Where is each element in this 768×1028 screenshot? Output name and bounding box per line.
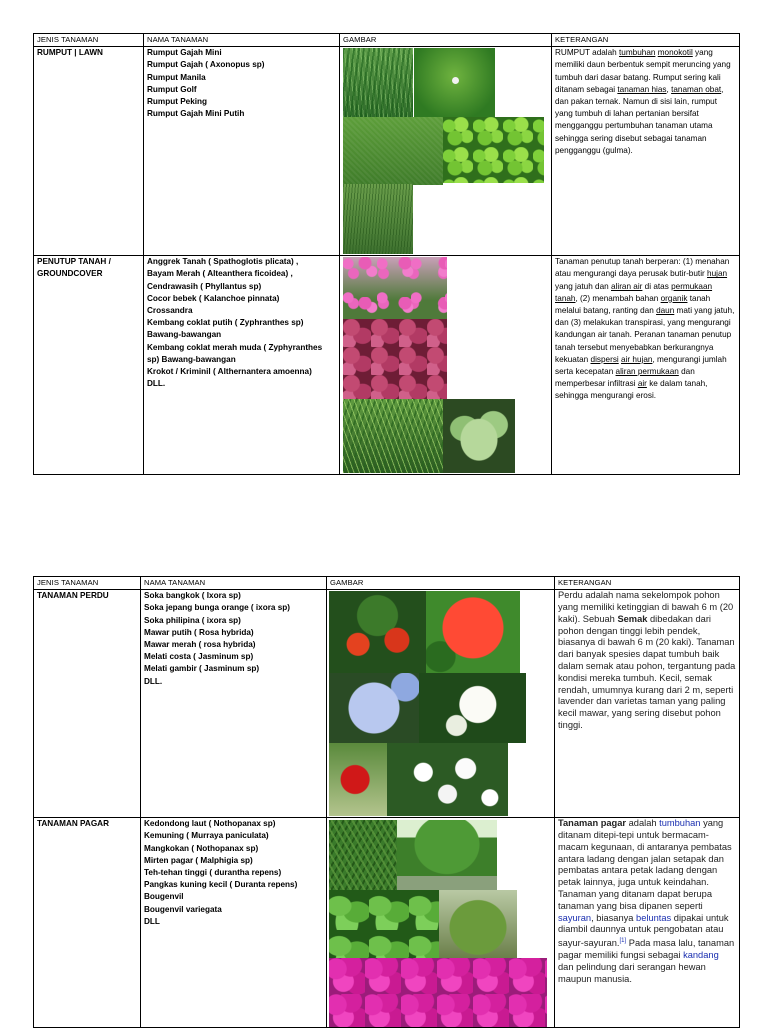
plant-name-item: Bougenvil variegata — [144, 904, 222, 914]
description-text: ke dalam tanah, sehingga mengurangi erosi. — [555, 379, 708, 401]
description-text: , biasanya — [591, 912, 637, 923]
bold-term: Tanaman pagar — [558, 818, 627, 829]
plant-name-item: Teh-tehan tinggi ( durantha repens) — [144, 868, 282, 878]
gambar-cell — [327, 590, 555, 818]
nama-list — [144, 256, 340, 475]
lawn-golf-ball-image — [414, 48, 495, 118]
header-jenis: JENIS TANAMAN — [34, 577, 141, 590]
plant-name-item: DLL. — [144, 676, 163, 686]
table-row-pagar — [34, 818, 740, 1028]
description-text: , — [666, 84, 672, 94]
plant-name-item: Kedondong laut ( Nothopanax sp) — [144, 819, 276, 829]
underlined-term: air — [637, 379, 647, 389]
underlined-term: tumbuhan — [619, 48, 656, 58]
tall-grass-image — [343, 48, 413, 118]
underlined-term: daun — [656, 306, 675, 316]
description-text: adalah — [626, 818, 660, 829]
pink-ground-orchids-image — [343, 257, 447, 319]
white-gardenia-image — [419, 673, 526, 743]
plant-name-item: Soka jepang bunga orange ( ixora sp) — [144, 603, 291, 613]
succulent-rosette-image — [443, 399, 515, 473]
plant-name-item: Rumput Gajah Mini Putih — [147, 109, 245, 119]
plant-name-item: Bayam Merah ( Alteanthera ficoidea) , — [147, 269, 293, 279]
underlined-term: organik — [660, 293, 688, 303]
description-text: tanah melalui batang, ranting dan — [555, 293, 711, 316]
header-keterangan: KETERANGAN — [552, 34, 740, 47]
image-gallery — [340, 256, 551, 474]
plant-name-item: Krokot / Kriminil ( Althernantera amoenna) — [147, 367, 312, 377]
image-gallery — [340, 47, 551, 255]
nama-list — [141, 590, 327, 818]
keterangan-cell — [552, 47, 740, 256]
plant-name-item: Melati costa ( Jasminum sp) — [144, 652, 254, 662]
description-text: RUMPUT adalah — [555, 48, 620, 58]
link-term[interactable]: kandang — [683, 950, 719, 961]
plant-name-item: Soka philipina ( ixora sp) — [144, 615, 241, 625]
plant-name-item: Rumput Manila — [147, 72, 206, 82]
table-row-groundcover — [34, 256, 740, 475]
table-header-row — [34, 577, 740, 590]
header-keterangan: KETERANGAN — [555, 577, 740, 590]
underlined-term: dispersi — [590, 354, 619, 364]
plant-name-item: Bawang-bawangan — [147, 330, 222, 340]
table-row-rumput — [34, 47, 740, 256]
plant-name-item: Bougenvil — [144, 892, 184, 902]
link-term[interactable]: [1] — [619, 938, 627, 945]
round-leaf-hedge-image — [329, 890, 439, 958]
description-text: di atas — [642, 281, 672, 291]
link-term[interactable]: tumbuhan — [659, 818, 701, 829]
plant-name-item: Kembang coklat merah muda ( Zyphyranthes sp) Bawang-bawangan — [147, 342, 323, 364]
keterangan-cell — [555, 590, 740, 818]
underlined-term: monokotil — [657, 48, 693, 58]
description-text: Tanaman penutup tanah berperan: (1) menahan atau mengurangi daya perusak butir-butir — [555, 257, 730, 279]
header-nama: NAMA TANAMAN — [141, 577, 327, 590]
description-text: dan memperbesar infiltrasi — [555, 367, 695, 389]
link-term[interactable]: sayuran — [558, 912, 592, 923]
topiary-shrubs-image — [439, 890, 517, 958]
nama-list — [144, 47, 340, 256]
plant-name-item: Crossandra — [147, 306, 193, 316]
spiky-groundcover-image — [343, 399, 443, 473]
plant-name-item: Cocor bebek ( Kalanchoe pinnata) — [147, 293, 280, 303]
keterangan-cell — [552, 256, 740, 475]
underlined-term: permukaan tanah — [555, 281, 713, 303]
link-term[interactable]: beluntas — [636, 912, 672, 923]
red-rose-image — [329, 743, 387, 816]
image-gallery — [327, 590, 554, 817]
description-text: Pada masa lalu, tanaman pagar memiliki fungsi sebagai — [558, 938, 735, 961]
description-text: dan pelindung dari serangan hewan maupun manusia. — [558, 961, 706, 984]
description-text: yang ditanam ditepi-tepi untuk bermacam-macam kegunaan, di antaranya pembatas antara ladang dengan jalan setapak dan pembatas antara petak ladang dengan petak lainnya, juga untuk keindahan. Tanaman yang ditanam dapat berupa tanaman yang bisa dipanen seperti — [558, 818, 732, 911]
plant-name-item: Rumput Gajah Mini — [147, 48, 222, 58]
plant-name-item: Kembang coklat putih ( Zyphranthes sp) — [147, 318, 304, 328]
gambar-cell — [340, 256, 552, 475]
plant-name-item: Mirten pagar ( Malphigia sp) — [144, 855, 253, 865]
jenis-cell: TANAMAN PERDU — [34, 590, 141, 818]
plant-name-item: Mawar merah ( rosa hybrida) — [144, 640, 256, 650]
description-text: Perdu adalah nama sekelompok pohon yang memiliki ketinggian di bawah 6 m (20 kaki). Sebuah — [558, 590, 734, 624]
plant-name-item: DLL — [144, 916, 160, 926]
plant-name-item: Rumput Golf — [147, 84, 197, 94]
underlined-term: hujan — [707, 269, 728, 279]
description-text: , dan pakan ternak. Namun di sisi lain, rumput yang tumbuh di lahan pertanian bersifat mengganggu pertumbuhan tanaman utama sehingga sering disebut sebagai tanaman pengganggu (gulma). — [555, 84, 724, 155]
blue-hydrangea-image — [329, 673, 419, 743]
plant-name-item: Anggrek Tanah ( Spathoglotis plicata) , — [147, 257, 299, 267]
plant-name-item: Mangkokan ( Nothopanax sp) — [144, 843, 259, 853]
red-leaf-groundcover-image — [343, 319, 447, 399]
underlined-term: aliran air — [611, 281, 643, 291]
description-text: mati yang jatuh, dan (3) melakukan transpirasi, yang mengurangi kandungan air tanah. Peranan tanaman penutup tanah tersebut menyebabkan berkurangnya kekuatan — [555, 306, 735, 364]
plant-name-item: Soka bangkok ( Ixora sp) — [144, 591, 241, 601]
plant-name-item: DLL. — [147, 379, 166, 389]
jenis-cell: RUMPUT | LAWN — [34, 47, 144, 256]
white-jasmine-image — [387, 743, 508, 816]
hedge-row-image — [397, 820, 497, 890]
keterangan-cell — [555, 818, 740, 1028]
underlined-term: tanaman hias — [617, 84, 667, 94]
dense-lawn-image — [343, 184, 413, 254]
underlined-term: aliran permukaan — [615, 367, 679, 377]
plant-table-1 — [33, 33, 740, 475]
jenis-cell: TANAMAN PAGAR — [34, 818, 141, 1028]
table-row-perdu — [34, 590, 740, 818]
description-text: yang jatuh dan — [555, 281, 611, 291]
plant-table-2 — [33, 576, 740, 1028]
table-header-row — [34, 34, 740, 47]
plant-name-item: Mawar putih ( Rosa hybrida) — [144, 627, 254, 637]
plant-name-item: Pangkas kuning kecil ( Duranta repens) — [144, 880, 298, 890]
header-nama: NAMA TANAMAN — [144, 34, 340, 47]
plant-name-item: Melati gambir ( Jasminum sp) — [144, 664, 260, 674]
image-gallery — [327, 818, 554, 1027]
plant-name-item: Cendrawasih ( Phyllantus sp) — [147, 281, 262, 291]
underlined-term: tanaman obat — [671, 84, 722, 94]
bougainvillea-hedge-image — [329, 958, 547, 1027]
nama-list — [141, 818, 327, 1028]
clover-groundcover-image — [443, 117, 544, 183]
header-gambar: GAMBAR — [340, 34, 552, 47]
description-text: dibedakan dari pohon dengan tinggi lebih pendek, biasanya di bawah 6 m (20 kaki). Tanaman dari banyak spesies dapat tumbuh baik dalam semak atau pohon, tergantung pada kondisi mereka tumbuh. Kecil, semak rendah, umumnya kurang dari 2 m, seperti lavender dan varietas taman yang paling kecil mawar, yang sering disebut pohon tinggi. — [558, 613, 736, 730]
plant-name-item: Kemuning ( Murraya paniculata) — [144, 831, 269, 841]
gambar-cell — [340, 47, 552, 256]
plant-name-item: Rumput Peking — [147, 97, 208, 107]
header-gambar: GAMBAR — [327, 577, 555, 590]
gambar-cell — [327, 818, 555, 1028]
description-text: , (2) menambah bahan — [575, 293, 661, 303]
description-text: yang memiliki daun berbentuk sempit meruncing yang tumbuh dari dasar batang. Rumput sering kali ditanam sebagai — [555, 48, 731, 94]
fern-leaves-image — [329, 820, 397, 890]
red-ixora-flower-image — [426, 591, 520, 673]
header-jenis: JENIS TANAMAN — [34, 34, 144, 47]
plant-name-item: Rumput Gajah ( Axonopus sp) — [147, 60, 265, 70]
description-text: dipakai untuk diambil daunnya untuk pengobatan atau sayur-sayuran. — [558, 912, 729, 949]
red-ixora-bush-image — [329, 591, 426, 673]
lawn-grass-image — [343, 117, 443, 185]
underlined-term: air hujan — [621, 354, 653, 364]
bold-term: Semak — [617, 613, 648, 624]
jenis-cell: PENUTUP TANAH / GROUNDCOVER — [34, 256, 144, 475]
description-text: , mengurangi jumlah serta kecepatan — [555, 354, 727, 377]
